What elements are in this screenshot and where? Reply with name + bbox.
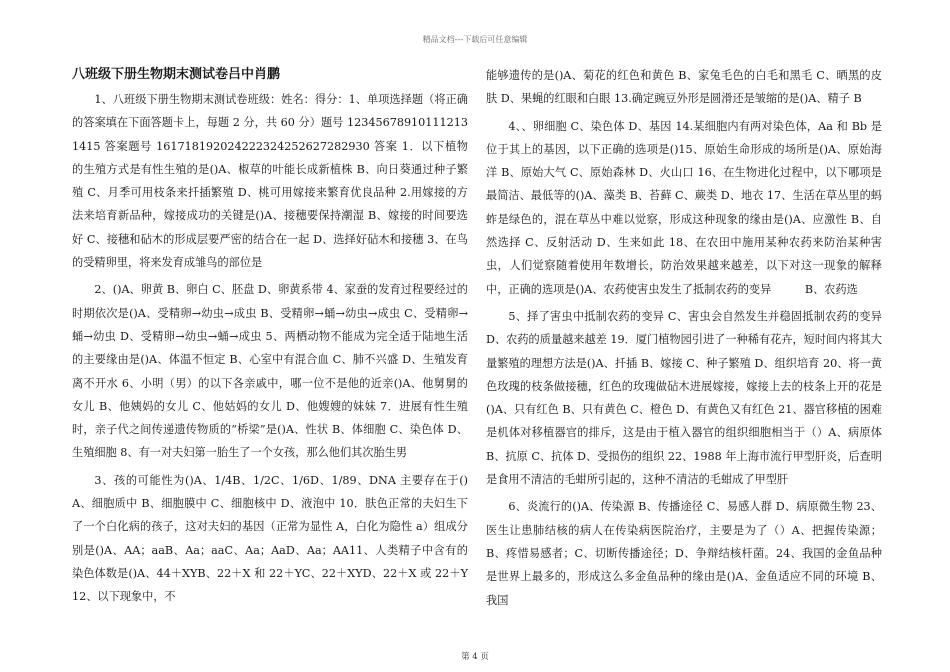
right-column <box>486 64 905 616</box>
paragraph: 3、孩的可能性为()A、1/4B、1/2C、1/6D、1/89、DNA 主要存在于()A、细胞质中 B、细胞膜中 C、细胞核中 D、液泡中 10．肤色正常的夫妇生下了一个白化病的孩子，这对夫妇的基因（正常为显性 A，白化为隐性 a）组成分别是()A、AA；aaB、Aa；aaC、Aa；AaD、Aa；AA11、人类精子中含有的染色体数是()A、44＋XYB、22＋X 和 22＋YC、22＋XYD、22＋X 或 22＋Y12、以下现象中，不 <box>72 473 468 604</box>
paragraph: 4、、卵细胞 C、染色体 D、基因 14.某细胞内有两对染色体，Aa 和 Bb 是位于其上的基因，以下正确的选项是()15、原始生命形成的场所是()A、原始海洋 B、原始大气 C、原始森林 D、火山口 16、在生物进化过程中，以下哪项是最简洁、最低等的()A、藻类 B、苔藓 C、蕨类 D、地衣 17、生活在草丛里的蚂蚱是绿色的，混在草丛中难以觉察，形成这种现象的缘由是()A、应激性 B、自然选择 C、反射活动 D、生来如此 18、在农田中施用某种农药来防治某种害虫，人们觉察随着使用年数增长，防治效果越来越差，以下对这一现象的解释中，正确的选项是()A、农药使害虫发生了抵制农药的变异 B、农药选 <box>486 119 882 296</box>
paragraph: 能够遗传的是()A、菊花的红色和黄色 B、家兔毛色的白毛和黑毛 C、晒黑的皮肤 D、果蝇的红眼和白眼 13.确定豌豆外形是圆滑还是皱缩的是()A、精子 B <box>486 69 882 106</box>
page-number: 第 4 页 <box>461 652 489 662</box>
paragraph: 5、择了害虫中抵制农药的变异 C、害虫会自然发生并稳固抵制农药的变异 D、农药的质量越来越差 19．厦门植物园引进了一种稀有花卉，短时间内将其大量繁殖的理想方法是()A、扦插 B、嫁接 C、种子繁殖 D、组织培育 20、将一黄色玫瑰的枝条做接穗，红色的玫瑰做砧木进展嫁接，嫁接上去的枝条上开的花是()A、只有红色 B、只有黄色 C、橙色 D、有黄色又有红色 21、器官移植的困难是机体对移植器官的排斥，这是由于植入器官的组织细胞相当于（）A、病原体 B、抗原 C、抗体 D、受损伤的组织 22、1988 年上海市流行甲型肝炎，后查明是食用不清洁的毛蚶所引起的，这种不清洁的毛蚶成了甲型肝 <box>486 309 905 487</box>
paragraph: 2、()A、卵黄 B、卵白 C、胚盘 D、卵黄系带 4、家蚕的发育过程要经过的时期依次是()A、受精卵→幼虫→成虫 B、受精卵→蛹→幼虫→成虫 C、受精卵→蛹→幼虫 D、受精卵→幼虫→蛹→成虫 5、两栖动物不能成为完全适于陆地生活的主要缘由是()A、体温不恒定 B、心室中有混合血 C、肺不兴盛 D、生殖发育离不开水 6、小明（男）的以下各亲戚中，哪一位不是他的近亲()A、他舅舅的女儿 B、他姨妈的女儿 C、他姑妈的女儿 D、他嫂嫂的妹妹 7．进展有性生殖时，亲子代之间传递遗传物质的“桥梁”是()A、性状 B、体细胞 C、染色体 D、生殖细胞 8、有一对夫妇第一胎生了一个女孩，那么他们其次胎生男 <box>72 283 468 460</box>
document-title: 八班级下册生物期末测试卷吕中肖鹏 <box>72 67 281 82</box>
paragraph: 6、炎流行的()A、传染源 B、传播途径 C、易感人群 D、病原微生物 23、医生让患肺结核的病人在传染病医院治疗，主要是为了（）A、把握传染源；B、疼惜易感者；C、切断传播途径；D、争辩结核杆菌。24、我国的金鱼品种是世界上最多的，形成这么多金鱼品种的缘由是()A、金鱼适应不同的环境 B、我国 <box>486 500 882 607</box>
page-header-note: 精品文档---下载后可任意编辑 <box>422 35 528 44</box>
paragraph: 1、八班级下册生物期末测试卷班级：姓名：得分：1、单项选择题（将正确的答案填在下面答题卡上，每题 2 分，共 60 分）题号 123456789101112131415 答案题号 161718192024222324252627282930 答案 1．以下植物的生殖方式是有性生殖的是()A、椒草的叶能长成新植株 B、向日葵通过种子繁殖 C、月季可用枝条来扦插繁殖 D、桃可用嫁接来繁育优良品种 2.用嫁接的方法来培育新品种，嫁接成功的关键是()A、接穗要保持潮湿 B、嫁接的时间要选好 C、接穗和砧木的形成层要严密的结合在一起 D、选择好砧木和接穗 3、在鸟的受精卵里，将来发育成雏鸟的部位是 <box>72 93 468 270</box>
left-column <box>72 64 468 613</box>
